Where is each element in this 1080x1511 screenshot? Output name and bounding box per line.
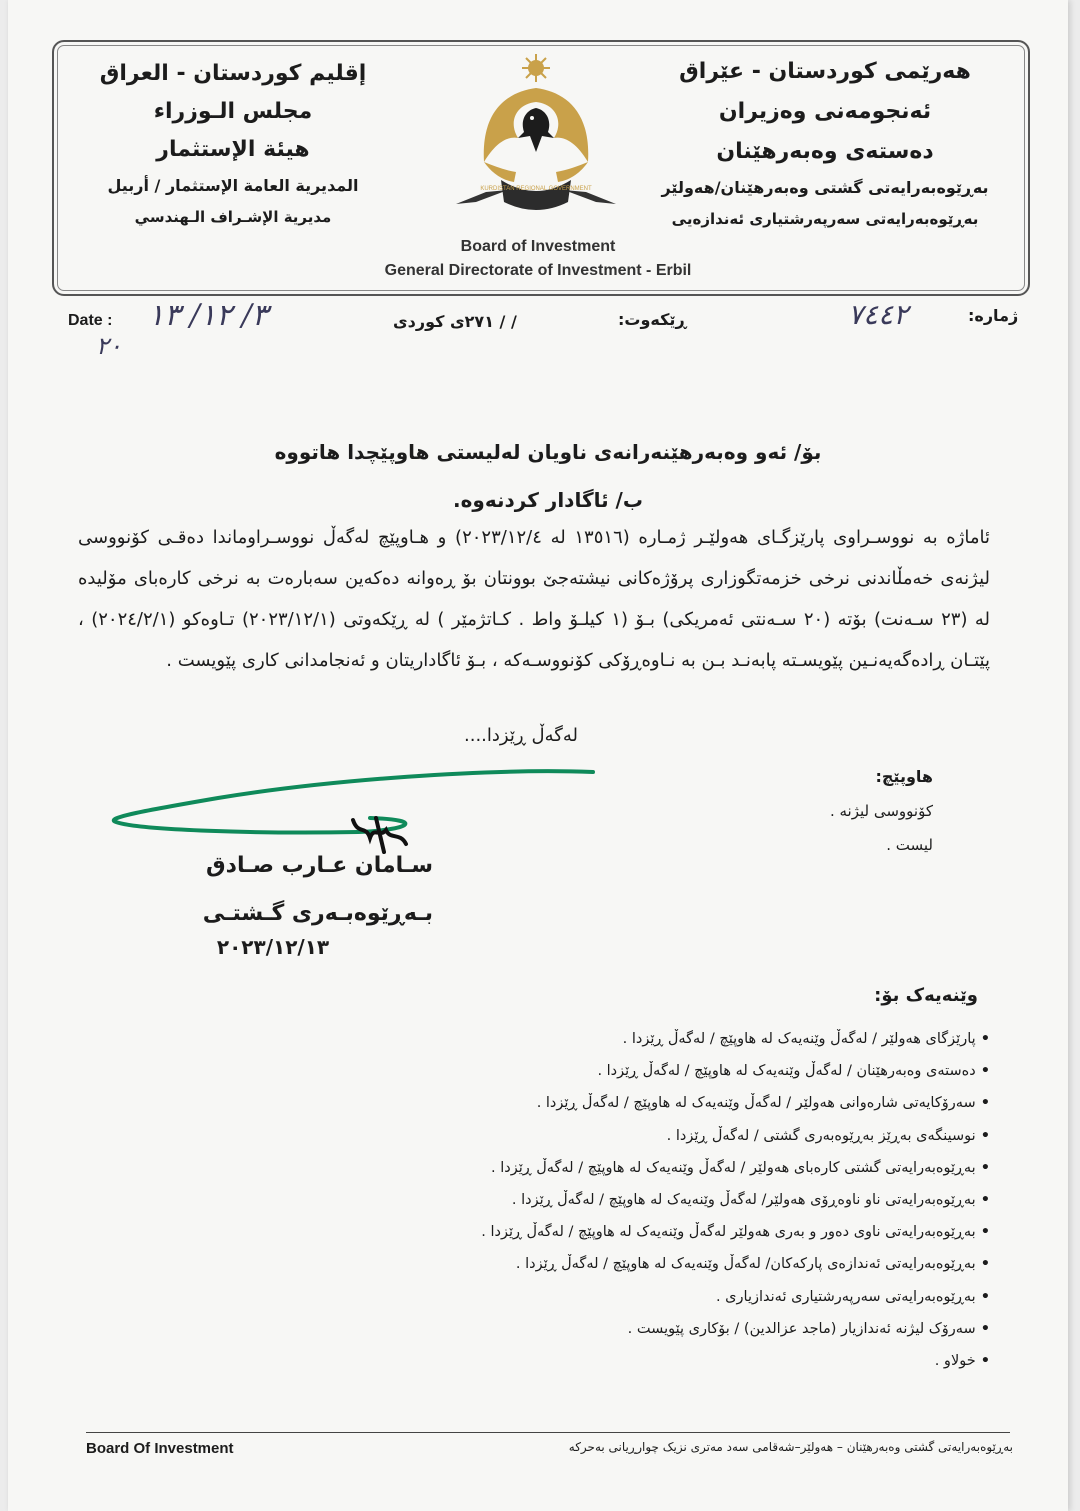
attachments bbox=[708, 760, 933, 862]
document-page bbox=[8, 0, 1068, 1511]
date-label: Date : bbox=[68, 312, 113, 329]
attachment-item: لیست . bbox=[886, 836, 933, 854]
copy-recipient: • پارێزگای هەولێر / لەگەڵ وێنەیەک لە هاوپێچ / لەگەڵ ڕێزدا . bbox=[408, 1023, 990, 1055]
attachment-item: کۆنووسی لیژنە . bbox=[829, 802, 933, 820]
kurdish-department: بەڕێوەبەرایەتی سەرپەرشتیاری ئەندازەیی bbox=[671, 210, 979, 228]
subject-re: ب/ ئاگادار کردنەوە. bbox=[453, 488, 643, 512]
english-header bbox=[338, 235, 738, 283]
letterhead-arabic bbox=[68, 55, 398, 231]
kurdish-date-label: ڕێکەوت: bbox=[618, 310, 687, 329]
footer-divider bbox=[86, 1432, 1010, 1433]
subject bbox=[108, 428, 988, 524]
copy-recipient: • بەڕێوەبەرایەتی سەرپەرشتیاری ئەندازیاری . bbox=[408, 1281, 990, 1313]
arabic-department: مديرية الإشـراف الـهندسي bbox=[134, 208, 332, 226]
krg-emblem-icon bbox=[446, 52, 626, 232]
signer-title: بـەڕێوەبـەری گـشتـی bbox=[202, 901, 433, 926]
kurdish-council: ئەنجومەنی وەزیران bbox=[718, 99, 932, 124]
copy-recipient: • بەڕێوەبەرایەتی ناو ناوەڕۆی هەولێر/ لەگەڵ وێنەیەک لە هاوپێچ / لەگەڵ ڕێزدا . bbox=[408, 1184, 990, 1216]
closing: لەگەڵ ڕێزدا.... bbox=[464, 725, 578, 746]
emblem-caption: KURDISTAN REGIONAL GOVERNMENT bbox=[480, 186, 592, 192]
arabic-council: مجلس الـوزراء bbox=[153, 99, 313, 124]
signer-name: سـامان عـارب صـادق bbox=[206, 853, 433, 878]
copy-recipient: • بەڕێوەبەرایەتی ئەندازەی پارکەکان/ لەگەڵ وێنەیەک لە هاوپێچ / لەگەڵ ڕێزدا . bbox=[408, 1248, 990, 1280]
copy-recipient: • بەڕێوەبەرایەتی گشتی کارەبای هەولێر / لەگەڵ وێنەیەک لە هاوپێچ / لەگەڵ ڕێزدا . bbox=[408, 1152, 990, 1184]
footer-organization: Board Of Investment bbox=[86, 1440, 234, 1457]
arabic-directorate: المديرية العامة الإستثمار / أربيل bbox=[107, 176, 359, 195]
signer-block bbox=[158, 842, 433, 938]
subject-to: بۆ/ ئەو وەبەرهێنەرانەی ناویان لەلیستی هاوپێچدا هاتووە bbox=[274, 440, 822, 464]
copies-list bbox=[408, 1023, 990, 1377]
arabic-region: إقليم كوردستان - العراق bbox=[99, 61, 367, 86]
number-value: ٧٤٤٢ bbox=[848, 298, 909, 331]
signature-date: ٢٠٢٣/١٢/١٣ bbox=[216, 935, 330, 959]
copy-recipient: • خولاو . bbox=[408, 1345, 990, 1377]
copy-recipient: • بەڕێوەبەرایەتی ناوی دەور و بەری هەولێر لەگەڵ وێنەیەک لە هاوپێچ / لەگەڵ ڕێزدا . bbox=[408, 1216, 990, 1248]
copy-recipient: • نوسینگەی بەڕێز بەڕێوەبەری گشتی / لەگەڵ ڕێزدا . bbox=[408, 1120, 990, 1152]
kurdish-directorate: بەڕێوەبەرایەتی گشتی وەبەرهێنان/هەولێر bbox=[661, 178, 989, 197]
letterhead-kurdish bbox=[630, 52, 1020, 234]
arabic-board: هيئة الإستثمار bbox=[156, 137, 310, 162]
copy-recipient: • سەرۆکایەتی شارەوانی هەولێر / لەگەڵ وێنەیەک لە هاوپێچ / لەگەڵ ڕێزدا . bbox=[408, 1087, 990, 1119]
copy-recipient: • دەستەی وەبەرهێنان / لەگەڵ وێنەیەک لە هاوپێچ / لەگەڵ ڕێزدا . bbox=[408, 1055, 990, 1087]
date-value: ٣/ ١٢/ ١٣ bbox=[148, 298, 268, 333]
letter-body: ئاماژە بە نووسـراوی پارێزگـای هەولێـر ژمـارە (١٣٥١٦ لە ٢٠٢٣/١٢/٤) و هـاوپێچ لەگەڵ نووسـراوماندا دەقـی کۆنووسی لیژنەی خەمڵاندنی نرخی خزمەتگوزاری پرۆژەکانی نیشتەجێ بوونتان بۆ ڕەوانە دەکەین سەبارەت بە نرخی کارەبای مۆلیدە لە (٢٣ سـەنت) بۆتە (٢٠ سـەنتی ئەمریکی) بـۆ (١ کیلـۆ واط . کـاتژمێر ) لە ڕێکەوتی (٢٠٢٣/١٢/١) تـاوەکو (٢٠٢٤/٢/١) ، پێتـان ڕادەگەیەنـین پێویسـتە پابەنـد بـن بە نـاوەڕۆکی کۆنووسـەکە ، بـۆ ئاگاداریتان و ئەنجامدانی کاری پێویست . bbox=[78, 527, 991, 671]
kurdish-region: هەرێمی کوردستان - عێراق bbox=[679, 59, 971, 84]
english-title: Board of Investment bbox=[460, 238, 616, 255]
copies-title: وێنەیەک بۆ: bbox=[874, 985, 978, 1006]
number-label: ژمارە: bbox=[968, 306, 1019, 325]
kurdish-date-value: / / ٢٧١ی کوردی bbox=[393, 312, 517, 331]
date-note: ٢٠ bbox=[96, 332, 122, 360]
attachments-title: هاوپێچ: bbox=[875, 767, 933, 786]
english-subtitle: General Directorate of Investment - Erbil bbox=[384, 262, 692, 279]
copy-recipient: • سەرۆک لیژنە ئەندازیار (ماجد عزالدین) / بۆکاری پێویست . bbox=[408, 1313, 990, 1345]
footer-address: بەڕێوەبەرایەتی گشتی وەبەرهێنان – هەولێر–شەقامی سەد مەتری نزیک چوارڕیانی بەحرکە bbox=[568, 1440, 1013, 1454]
kurdish-board: دەستەی وەبەرهێنان bbox=[716, 139, 934, 164]
